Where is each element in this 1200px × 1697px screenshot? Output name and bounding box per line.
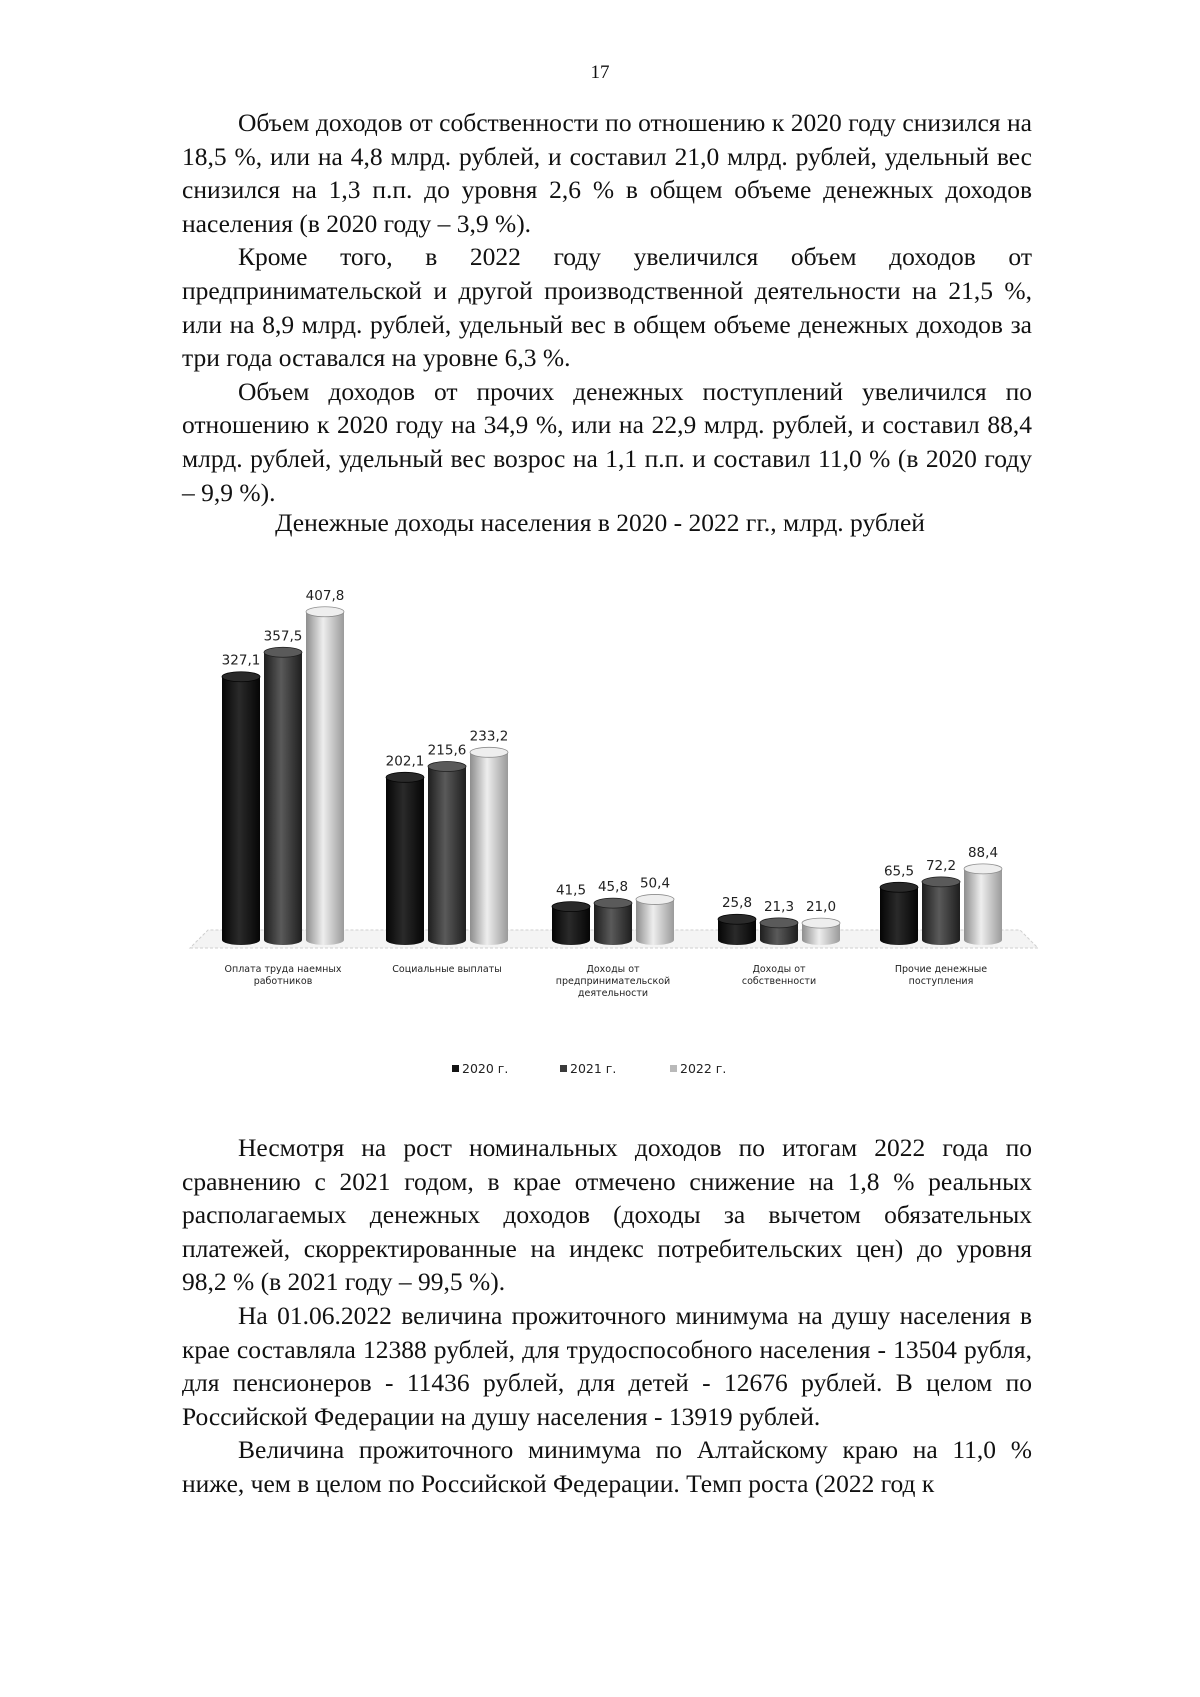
bar-0-series-1 [264, 647, 302, 945]
bar-4-series-0 [880, 882, 918, 945]
data-label: 215,6 [427, 742, 467, 759]
data-label: 41,5 [555, 882, 587, 899]
paragraph-business-income: Кроме того, в 2022 году увеличился объем доходов от предпринимательской и другой производственной деятельности на 21,5 %, или на 8,9 млрд. рублей, удельный вес в общем объеме денежных доходов за три года оставался на уровне 6,3 %. [182, 242, 1032, 373]
data-label: 202,1 [385, 753, 425, 770]
paragraph-real-income: Несмотря на рост номинальных доходов по итогам 2022 года по сравнению с 2021 годом, в крае отмечено снижение на 1,8 % реальных располагаемых денежных доходов (доходы за вычетом обязательных платежей, скорректированные на индекс потребительских цен) до уровня 98,2 % (в 2021 году – 99,5 %). [182, 1133, 1032, 1297]
legend-label: 2020 г. [462, 1061, 509, 1076]
category-label: Социальные выплаты [392, 964, 502, 975]
legend-label: 2022 г. [680, 1061, 727, 1076]
page-number: 17 [590, 62, 610, 83]
data-label: 407,8 [305, 587, 345, 604]
legend-swatch [452, 1065, 459, 1072]
data-label: 72,2 [925, 857, 957, 874]
bar-0-series-0 [222, 672, 260, 945]
paragraph-subsistence-minimum: На 01.06.2022 величина прожиточного минимума на душу населения в крае составляла 12388 рублей, для трудоспособного населения - 13504 рубля, для пенсионеров - 11436 рублей, для детей - 12676 рублей. В целом по Российской Федерации на душу населения - 13919 рублей. [182, 1300, 1032, 1431]
bar-2-series-2 [636, 894, 674, 945]
paragraph-property-income: Объем доходов от собственности по отношению к 2020 году снизился на 18,5 %, или на 4,8 млрд. рублей, и составил 21,0 млрд. рублей, удельный вес снизился на 1,3 п.п. до уровня 2,6 % в общем объеме денежных доходов населения (в 2020 году – 3,9 %). [182, 108, 1032, 238]
bar-2-series-1 [594, 898, 632, 945]
data-label: 233,2 [469, 728, 509, 745]
legend-label: 2021 г. [570, 1061, 617, 1076]
income-bar-chart [180, 560, 1060, 1100]
data-label: 25,8 [721, 895, 753, 912]
data-label: 65,5 [883, 863, 915, 880]
bar-1-series-0 [386, 772, 424, 945]
legend-swatch [560, 1065, 567, 1072]
chart-title: Денежные доходы населения в 2020 - 2022 гг., млрд. рублей [275, 508, 925, 537]
category-label: Доходы от собственности [741, 964, 817, 987]
bar-4-series-1 [922, 877, 960, 945]
bar-1-series-2 [470, 747, 508, 945]
bar-3-series-0 [718, 914, 756, 945]
data-label: 357,5 [263, 628, 303, 645]
bar-3-series-2 [802, 918, 840, 945]
data-label: 21,3 [763, 898, 795, 915]
data-label: 88,4 [967, 844, 999, 861]
paragraph-subsistence-comparison: Величина прожиточного минимума по Алтайскому краю на 11,0 % ниже, чем в целом по Российской Федерации. Темп роста (2022 год к [182, 1435, 1032, 1498]
bar-1-series-1 [428, 761, 466, 945]
data-label: 45,8 [597, 879, 629, 896]
bar-0-series-2 [306, 607, 344, 945]
bar-3-series-1 [760, 918, 798, 945]
top-text [182, 106, 1032, 509]
category-label: Оплата труда наемных работников [224, 964, 342, 987]
data-label: 50,4 [639, 875, 671, 892]
bottom-text [182, 1131, 1032, 1501]
bar-2-series-0 [552, 902, 590, 945]
legend-swatch [670, 1065, 677, 1072]
category-label: Доходы от предпринимательской деятельности [555, 964, 671, 999]
data-label: 21,0 [805, 899, 837, 916]
category-label: Прочие денежные поступления [894, 964, 988, 987]
paragraph-other-income: Объем доходов от прочих денежных поступлений увеличился по отношению к 2020 году на 34,9 %, или на 22,9 млрд. рублей, и составил 88,4 млрд. рублей, удельный вес возрос на 1,1 п.п. и составил 11,0 % (в 2020 году – 9,9 %). [182, 376, 1032, 507]
data-label: 327,1 [221, 652, 261, 669]
bar-4-series-2 [964, 864, 1002, 945]
